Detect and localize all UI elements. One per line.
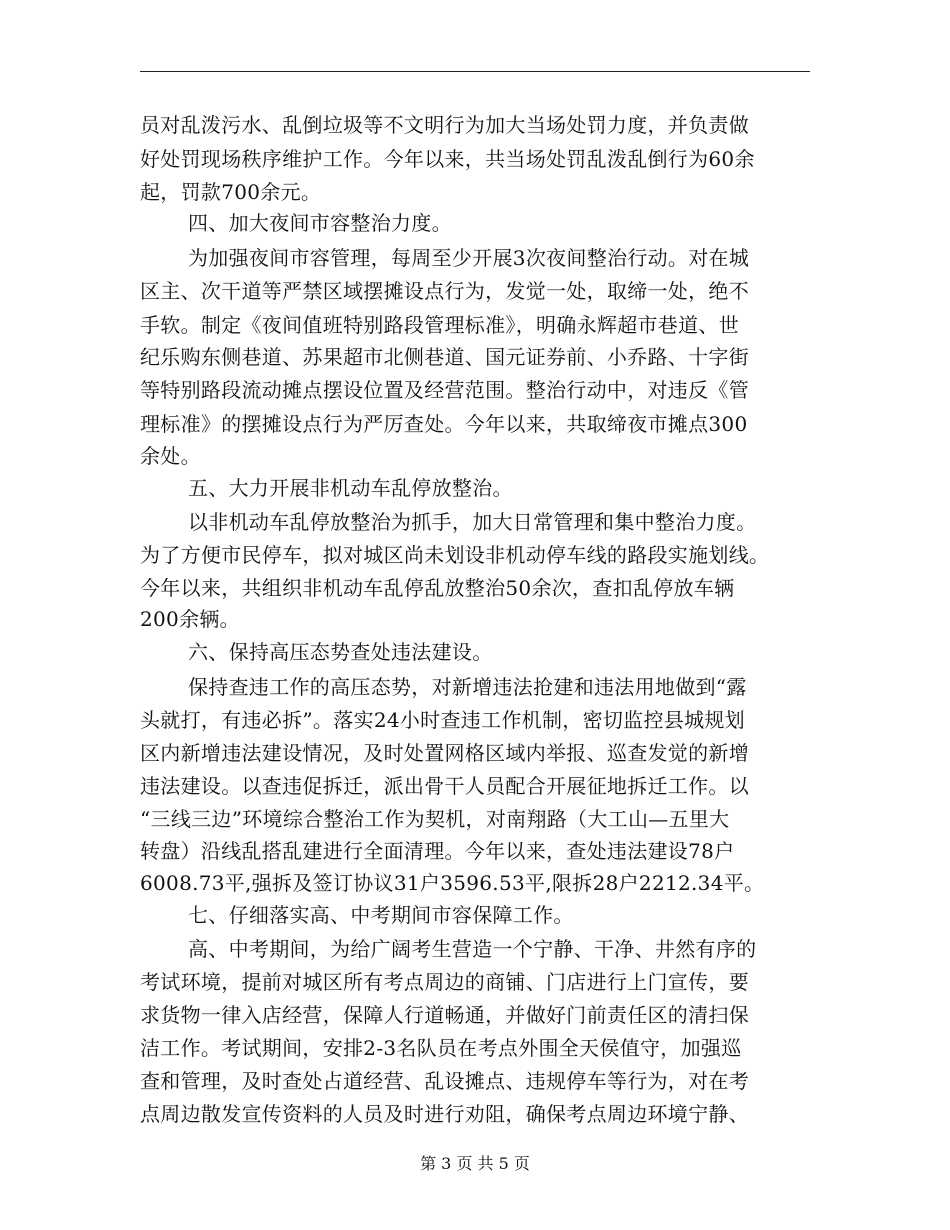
text-line: 手软。制定《夜间值班特别路段管理标准》，明确永辉超市巷道、世 (140, 313, 739, 337)
text-line: 起，罚款700余元。 (140, 180, 322, 204)
text-line: 余处。 (140, 444, 201, 468)
text-line: 洁工作。考试期间，安排2-3名队员在考点外围全天侯值守，加强巡 (140, 1036, 742, 1060)
page-footer: 第 3 页 共 5 页 (420, 1154, 530, 1173)
text-line: 员对乱泼污水、乱倒垃圾等不文明行为加大当场处罚力度，并负责做 (140, 113, 749, 137)
text-line: 纪乐购东侧巷道、苏果超市北侧巷道、国元证券前、小乔路、十字街 (140, 345, 749, 369)
text-line: 求货物一律入店经营，保障人行道畅通，并做好门前责任区的清扫保 (140, 1003, 749, 1027)
text-line: 理标准》的摆摊设点行为严厉查处。今年以来，共取缔夜市摊点300 (140, 412, 748, 436)
text-line: 违法建设。以查违促拆迁，派出骨干人员配合开展征地拆迁工作。以 (140, 774, 749, 798)
section-heading: 四、加大夜间市容整治力度。 (188, 211, 452, 235)
section-heading: 五、大力开展非机动车乱停放整治。 (188, 476, 513, 500)
text-line: 高、中考期间，为给广阔考生营造一个宁静、干净、井然有序的 (188, 937, 757, 961)
text-line: 查和管理，及时查处占道经营、乱设摊点、违规停车等行为，对在考 (140, 1069, 749, 1093)
text-line: 200余辆。 (140, 607, 240, 631)
text-line: 头就打，有违必拆”。落实24小时查违工作机制，密切监控县城规划 (140, 708, 745, 732)
text-line: 转盘）沿线乱搭乱建进行全面清理。今年以来，查处违法建设78户 (140, 839, 735, 863)
text-line: 6008.73平,强拆及签订协议31户3596.53平,限拆28户2212.34平。 (140, 871, 765, 895)
text-line: 保持查违工作的高压态势，对新增违法抢建和违法用地做到“露 (188, 675, 747, 699)
section-heading: 六、保持高压态势查处违法建设。 (188, 640, 493, 664)
text-line: 为了方便市民停车，拟对城区尚未划设非机动停车线的路段实施划线。 (140, 543, 770, 567)
text-line: 点周边散发宣传资料的人员及时进行劝阻，确保考点周边环境宁静、 (140, 1102, 749, 1126)
text-line: 考试环境，提前对城区所有考点周边的商铺、门店进行上门宣传，要 (140, 970, 749, 994)
text-line: 区内新增违法建设情况，及时处置网格区域内举报、巡查发觉的新增 (140, 741, 749, 765)
header-rule (140, 71, 810, 72)
text-line: 区主、次干道等严禁区域摆摊设点行为，发觉一处，取缔一处，绝不 (140, 279, 749, 303)
text-line: 为加强夜间市容管理，每周至少开展3次夜间整治行动。对在城 (188, 246, 750, 270)
section-heading: 七、仔细落实高、中考期间市容保障工作。 (188, 903, 574, 927)
text-line: 好处罚现场秩序维护工作。今年以来，共当场处罚乱泼乱倒行为60余 (140, 147, 755, 171)
text-line: 今年以来，共组织非机动车乱停乱放整治50余次，查扣乱停放车辆 (140, 576, 735, 600)
text-line: “三线三边”环境综合整治工作为契机，对南翔路（大工山—五里大 (140, 807, 730, 831)
text-line: 以非机动车乱停放整治为抓手，加大日常管理和集中整治力度。 (188, 510, 757, 534)
text-line: 等特别路段流动摊点摆设位置及经营范围。整治行动中，对违反《管 (140, 378, 749, 402)
